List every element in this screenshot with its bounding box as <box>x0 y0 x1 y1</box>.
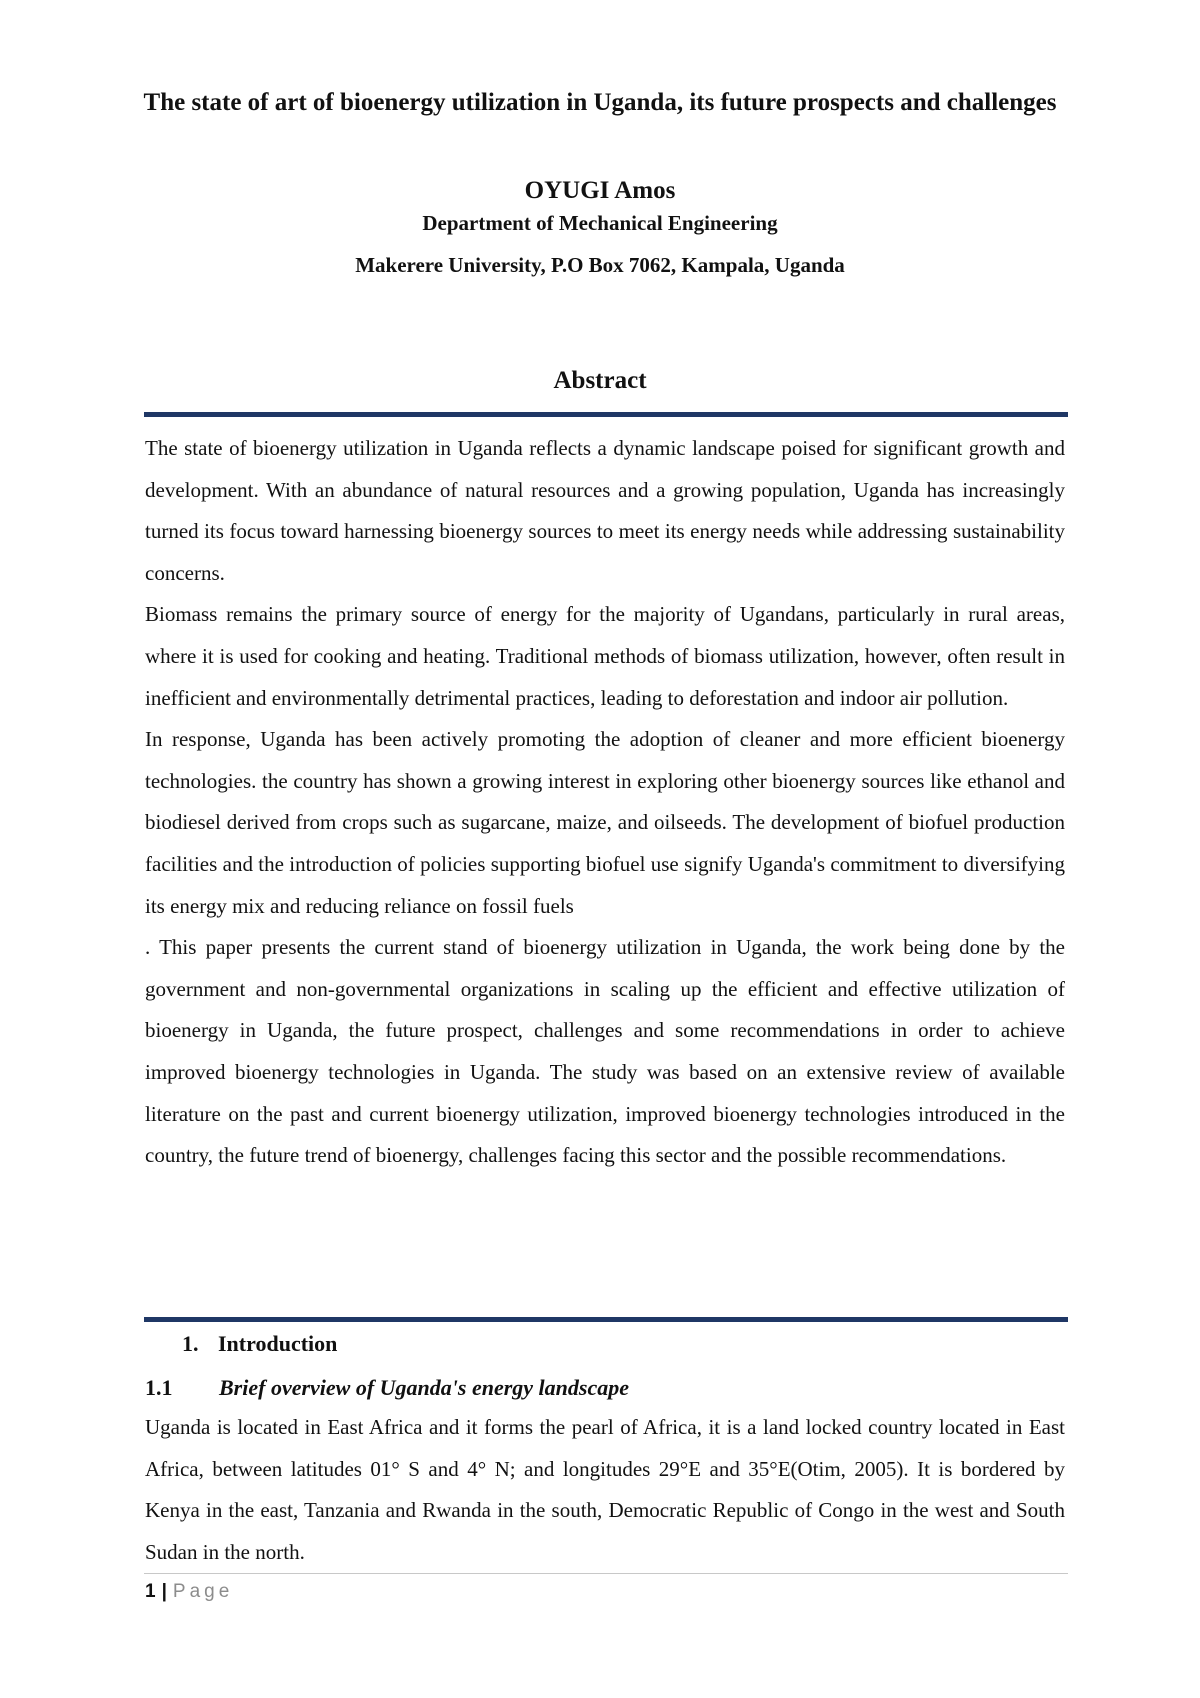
page-label: Page <box>172 1581 234 1602</box>
page-footer <box>145 1578 233 1606</box>
overview-paragraph: Uganda is located in East Africa and it forms the pearl of Africa, it is a land locked country located in East Africa, between latitudes 01° S and 4° N; and longitudes 29°E and 35°E(Otim, 2005). It is bordered by Kenya in the east, Tanzania and Rwanda in the south, Democratic Republic of Congo in the west and South Sudan in the north. <box>145 1415 1065 1564</box>
abstract-bottom-rule <box>144 1317 1068 1322</box>
subsection-heading-overview <box>145 1371 629 1405</box>
section-heading-introduction <box>182 1327 337 1361</box>
footer-rule <box>144 1573 1068 1574</box>
abstract-paragraph: In response, Uganda has been actively promoting the adoption of cleaner and more efficient bioenergy technologies. the country has shown a growing interest in exploring other bioenergy sources like ethanol and biodiesel derived from crops such as sugarcane, maize, and oilseeds. The development of biofuel production facilities and the introduction of policies supporting biofuel use signify Uganda's commitment to diversifying its energy mix and reducing reliance on fossil fuels <box>145 727 1065 918</box>
abstract-top-rule <box>144 412 1068 417</box>
page-number: 1 <box>145 1581 156 1602</box>
section-number: 1. <box>182 1331 199 1356</box>
affiliation-department: Department of Mechanical Engineering <box>422 211 778 235</box>
abstract-heading: Abstract <box>553 367 647 394</box>
overview-body <box>145 1407 1065 1573</box>
abstract-body <box>145 428 1065 1177</box>
abstract-paragraph: Biomass remains the primary source of energy for the majority of Ugandans, particularly in rural areas, where it is used for cooking and heating. Traditional methods of biomass utilization, however, often result in inefficient and environmentally detrimental practices, leading to deforestation and indoor air pollution. <box>145 602 1065 710</box>
section-title: Introduction <box>218 1331 338 1356</box>
footer-separator: | <box>161 1581 167 1602</box>
subsection-title: Brief overview of Uganda's energy landscape <box>219 1375 629 1400</box>
abstract-paragraph: . This paper presents the current stand of bioenergy utilization in Uganda, the work being done by the government and non-governmental organizations in scaling up the efficient and effective utilization of bioenergy in Uganda, the future prospect, challenges and some recommendations in order to achieve improved bioenergy technologies in Uganda. The study was based on an extensive review of available literature on the past and current bioenergy utilization, improved bioenergy technologies introduced in the country, the future trend of bioenergy, challenges facing this sector and the possible recommendations. <box>145 935 1065 1168</box>
author-name: OYUGI Amos <box>524 177 676 204</box>
abstract-paragraph: The state of bioenergy utilization in Uganda reflects a dynamic landscape poised for significant growth and development. With an abundance of natural resources and a growing population, Uganda has increasingly turned its focus toward harnessing bioenergy sources to meet its energy needs while addressing sustainability concerns. <box>145 436 1065 585</box>
subsection-number: 1.1 <box>145 1375 173 1400</box>
paper-title: The state of art of bioenergy utilization in Uganda, its future prospects and challenges <box>143 89 1057 116</box>
affiliation-institution: Makerere University, P.O Box 7062, Kampala, Uganda <box>355 253 845 277</box>
